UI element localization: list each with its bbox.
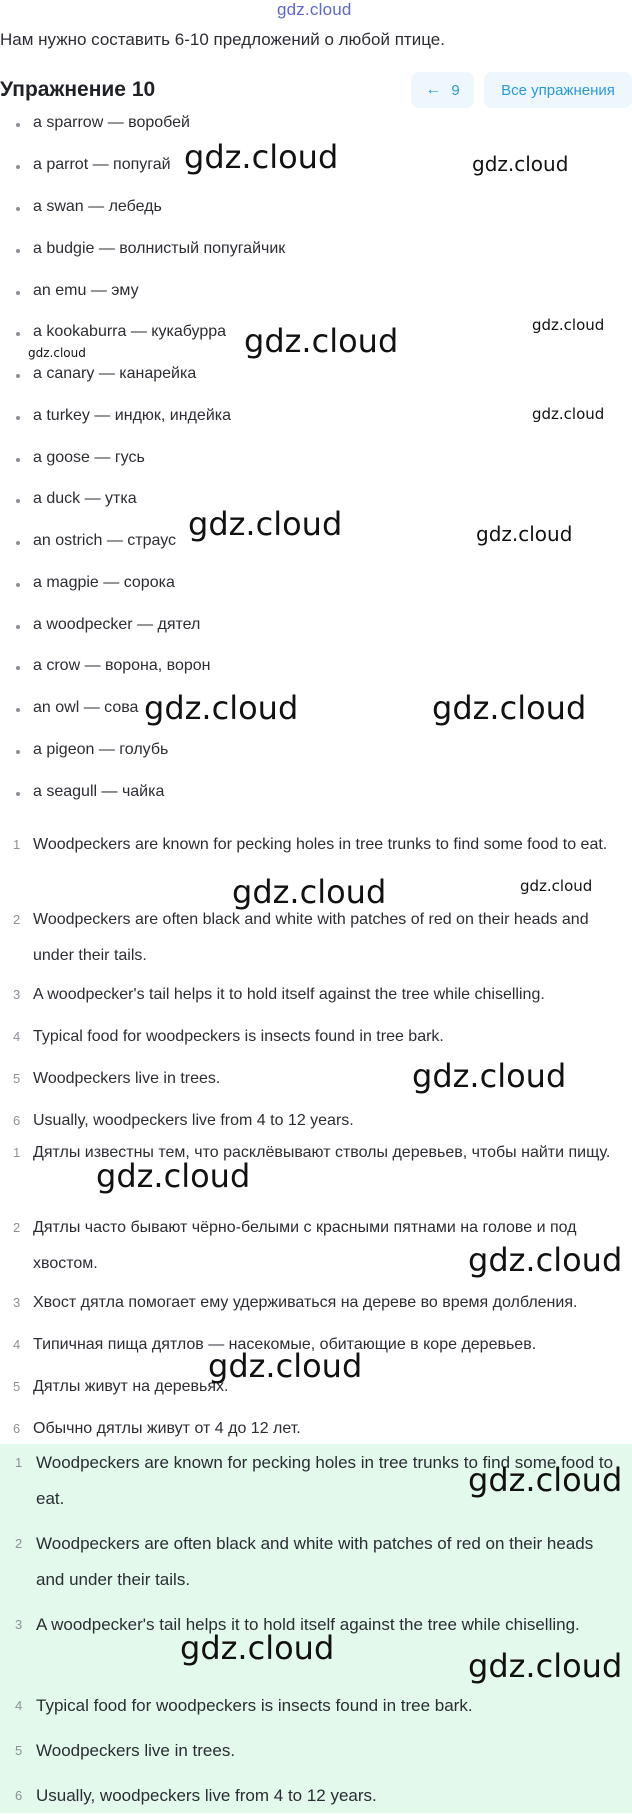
- watermark: gdz.cloud: [180, 1629, 335, 1667]
- watermark: gdz.cloud: [208, 1347, 363, 1385]
- task-text: Нам нужно составить 6-10 предложений о любой птице.: [0, 30, 445, 49]
- watermark: gdz.cloud: [244, 322, 399, 360]
- sentence-number: 4: [13, 1029, 21, 1044]
- watermark: gdz.cloud: [184, 138, 339, 176]
- prev-exercise-label: 9: [451, 81, 460, 99]
- bullet-icon: [16, 625, 20, 629]
- vocab-text: a budgie — волнистый попугайчик: [33, 240, 286, 257]
- bullet-icon: [16, 499, 20, 503]
- vocab-text: a seagull — чайка: [33, 783, 165, 800]
- vocab-text: an ostrich — страус: [33, 532, 177, 549]
- sentence-number: 6: [13, 1113, 21, 1128]
- sentence-number: 3: [13, 987, 21, 1002]
- bullet-icon: [16, 583, 20, 587]
- sentence-text: A woodpecker's tail helps it to hold itself against the tree while chiselling.: [33, 986, 545, 1003]
- bullet-icon: [16, 332, 20, 336]
- sentence-number: 2: [13, 1220, 21, 1235]
- site-watermark-header: gdz.cloud: [277, 0, 352, 19]
- vocab-text: a crow — ворона, ворон: [33, 657, 211, 674]
- sentence-number: 5: [13, 1379, 21, 1394]
- vocab-text: a woodpecker — дятел: [33, 616, 201, 633]
- all-exercises-button[interactable]: [484, 72, 632, 108]
- vocab-text: a canary — канарейка: [33, 365, 197, 382]
- vocab-text: a pigeon — голубь: [33, 741, 169, 758]
- sentence-number: 4: [15, 1698, 23, 1713]
- watermark: gdz.cloud: [468, 1461, 623, 1499]
- bullet-icon: [16, 374, 20, 378]
- bullet-icon: [16, 165, 20, 169]
- bullet-icon: [16, 249, 20, 253]
- bullet-icon: [16, 666, 20, 670]
- bullet-icon: [16, 458, 20, 462]
- watermark: gdz.cloud: [476, 522, 573, 546]
- sentence-text: Usually, woodpeckers live from 4 to 12 years.: [33, 1112, 354, 1129]
- sentence-text: Woodpeckers are known for pecking holes in tree trunks to find some food to eat.: [36, 1453, 614, 1508]
- sentence-text: Typical food for woodpeckers is insects found in tree bark.: [33, 1028, 444, 1045]
- sentence-text: A woodpecker's tail helps it to hold itself against the tree while chiselling.: [36, 1615, 580, 1634]
- sentence-number: 5: [13, 1071, 21, 1086]
- sentence-number: 1: [13, 1145, 21, 1160]
- watermark: gdz.cloud: [232, 873, 387, 911]
- vocab-text: an owl — сова: [33, 699, 139, 716]
- exercise-title: Упражнение 10: [0, 78, 156, 101]
- watermark: gdz.cloud: [28, 346, 86, 360]
- arrow-left-icon: ←: [425, 81, 442, 98]
- sentence-text: Обычно дятлы живут от 4 до 12 лет.: [33, 1420, 301, 1437]
- vocab-text: a sparrow — воробей: [33, 114, 190, 131]
- sentence-number: 1: [15, 1455, 23, 1470]
- watermark: gdz.cloud: [532, 316, 605, 334]
- bullet-icon: [16, 541, 20, 545]
- sentence-text: Woodpeckers are often black and white with patches of red on their heads and under their tails.: [36, 1534, 594, 1589]
- vocab-text: a duck — утка: [33, 490, 137, 507]
- sentence-text: Дятлы часто бывают чёрно-белыми с красными пятнами на голове и под хвостом.: [33, 1219, 577, 1272]
- vocab-text: an emu — эму: [33, 282, 139, 299]
- sentence-text: Дятлы известны тем, что расклёвывают стволы деревьев, чтобы найти пищу.: [33, 1144, 611, 1161]
- sentence-number: 1: [13, 837, 21, 852]
- watermark: gdz.cloud: [188, 505, 343, 543]
- sentence-number: 2: [13, 912, 21, 927]
- sentence-text: Хвост дятла помогает ему удерживаться на дереве во время долбления.: [33, 1294, 578, 1311]
- vocab-text: a goose — гусь: [33, 449, 145, 466]
- watermark: gdz.cloud: [468, 1241, 623, 1279]
- sentence-number: 6: [15, 1788, 23, 1803]
- bullet-icon: [16, 291, 20, 295]
- sentence-number: 3: [13, 1295, 21, 1310]
- watermark: gdz.cloud: [468, 1647, 623, 1685]
- bullet-icon: [16, 750, 20, 754]
- sentence-number: 6: [13, 1421, 21, 1436]
- vocab-text: a parrot — попугай: [33, 156, 171, 173]
- all-exercises-label: Все упражнения: [501, 81, 615, 99]
- bullet-icon: [16, 708, 20, 712]
- watermark: gdz.cloud: [412, 1057, 567, 1095]
- sentence-text: Typical food for woodpeckers is insects found in tree bark.: [36, 1696, 473, 1715]
- bullet-icon: [16, 416, 20, 420]
- sentence-text: Usually, woodpeckers live from 4 to 12 years.: [36, 1786, 377, 1805]
- sentence-number: 5: [15, 1743, 23, 1758]
- prev-exercise-button[interactable]: [411, 72, 474, 108]
- vocab-text: a kookaburra — кукабурра: [33, 323, 227, 340]
- sentence-text: Woodpeckers are often black and white with patches of red on their heads and under their tails.: [33, 911, 589, 964]
- sentence-text: Типичная пища дятлов — насекомые, обитающие в коре деревьев.: [33, 1336, 537, 1353]
- watermark: gdz.cloud: [96, 1157, 251, 1195]
- sentence-text: Woodpeckers are known for pecking holes in tree trunks to find some food to eat.: [33, 836, 608, 853]
- sentence-number: 3: [15, 1617, 23, 1632]
- sentence-text: Дятлы живут на деревьях.: [33, 1378, 229, 1395]
- bullet-icon: [16, 792, 20, 796]
- sentence-number: 2: [15, 1536, 23, 1551]
- sentence-number: 4: [13, 1337, 21, 1352]
- sentence-text: Woodpeckers live in trees.: [36, 1741, 236, 1760]
- watermark: gdz.cloud: [532, 405, 605, 423]
- bullet-icon: [16, 123, 20, 127]
- bullet-icon: [16, 207, 20, 211]
- watermark: gdz.cloud: [520, 877, 593, 895]
- vocab-text: a magpie — сорока: [33, 574, 175, 591]
- watermark: gdz.cloud: [144, 689, 299, 727]
- watermark: gdz.cloud: [472, 152, 569, 176]
- sentence-text: Woodpeckers live in trees.: [33, 1070, 221, 1087]
- vocab-text: a turkey — индюк, индейка: [33, 407, 231, 424]
- vocab-text: a swan — лебедь: [33, 198, 162, 215]
- watermark: gdz.cloud: [432, 689, 587, 727]
